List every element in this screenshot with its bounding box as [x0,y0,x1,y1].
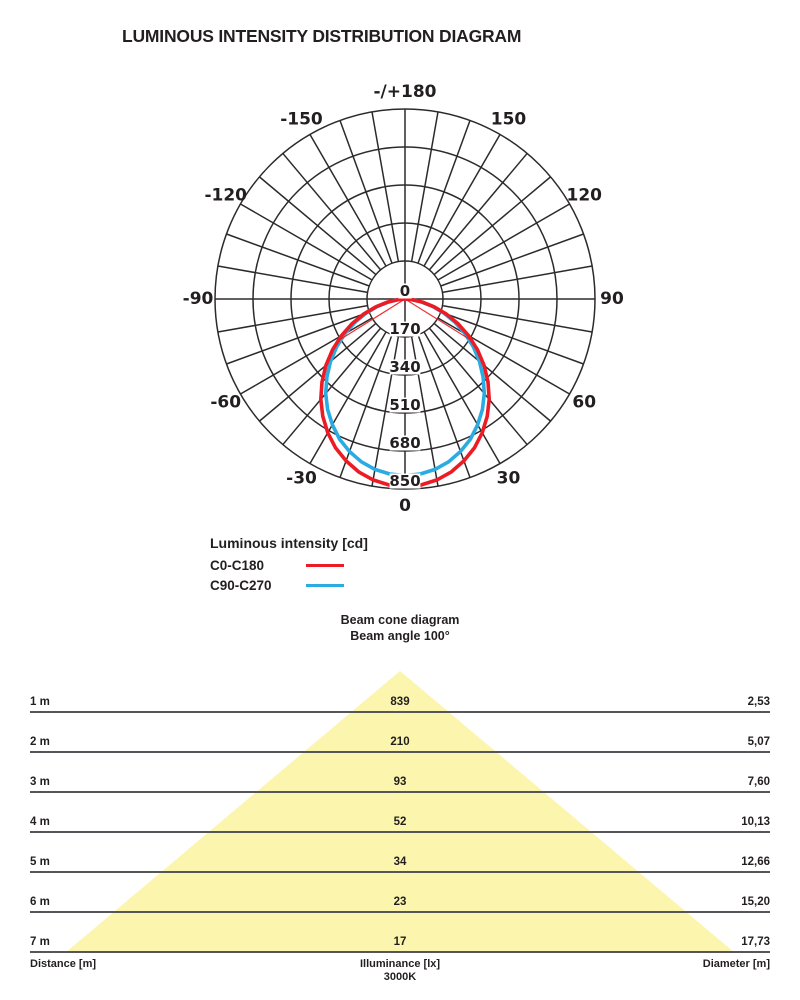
footer-illuminance-units: Illuminance [lx] [359,958,441,970]
footer-distance-label: Distance [m] [30,958,97,970]
beam-row [30,856,770,873]
beam-diameter: 5,07 [747,736,770,748]
legend-title: Luminous intensity [cd] [210,535,368,551]
polar-spoke [218,266,368,292]
footer-diameter-label: Diameter [m] [702,958,770,970]
beam-angle-subtitle: Beam angle 100° [350,629,450,644]
legend-rows [210,555,368,595]
beam-row [30,736,770,753]
footer-illuminance-label [230,958,570,984]
beam-diameter: 15,20 [741,896,770,908]
ring-label: 170 [389,320,421,338]
beam-distance: 3 m [30,776,50,788]
ring-label: 510 [389,396,421,414]
polar-spoke [441,312,584,364]
legend-item-label: C0-C180 [210,557,265,573]
angle-label: 30 [496,468,521,489]
legend-color-swatch [306,564,344,567]
beam-illuminance: 839 [390,696,410,708]
angle-label: -90 [182,289,214,309]
footer-color-temperature: 3000K [383,971,417,983]
polar-spoke [226,312,369,364]
angle-label: -150 [280,109,323,130]
angle-label: -/+180 [373,82,437,102]
polar-spoke [442,306,592,332]
polar-spoke [218,306,368,332]
beam-distance: 6 m [30,896,50,908]
beam-diameter: 10,13 [741,816,770,828]
legend-item [210,555,368,575]
beam-illuminance: 52 [393,816,407,828]
beam-table-footer [30,958,770,984]
beam-row [30,936,770,953]
legend-color-swatch [306,584,344,587]
beam-illuminance: 93 [393,776,407,788]
polar-spoke [340,120,392,263]
polar-spoke [372,112,398,262]
ring-label: 340 [389,358,421,376]
angle-label: 60 [572,392,597,413]
polar-spoke [442,266,592,292]
beam-diameter: 17,73 [741,936,770,948]
beam-diameter: 2,53 [747,696,770,708]
ring-label: 0 [399,282,411,300]
legend-item-label: C90-C270 [210,577,272,593]
polar-spoke [340,335,392,478]
polar-spoke [418,120,470,263]
beam-distance: 5 m [30,856,50,868]
polar-spoke [412,112,438,262]
beam-row [30,816,770,833]
beam-row [30,696,770,713]
beam-row [30,776,770,793]
beam-row [30,896,770,913]
angle-label: 120 [566,185,603,206]
legend-item [210,575,368,595]
angle-label: 150 [490,109,527,130]
polar-legend [210,535,368,595]
angle-label: 90 [600,289,624,309]
angle-label: 0 [399,496,411,516]
page-title: LUMINOUS INTENSITY DISTRIBUTION DIAGRAM [122,26,522,46]
beam-distance: 1 m [30,696,50,708]
beam-distance: 7 m [30,936,50,948]
beam-distance: 4 m [30,816,50,828]
beam-illuminance: 23 [393,896,407,908]
ring-label: 680 [389,434,421,452]
angle-label: -120 [204,185,248,206]
beam-diameter: 12,66 [741,856,770,868]
beam-cone-title: Beam cone diagram [340,613,460,627]
polar-spoke [441,234,584,286]
angle-label: -60 [210,392,242,413]
ring-label: 850 [389,472,421,490]
beam-cone-header [0,612,800,645]
beam-illuminance: 34 [393,856,407,868]
beam-distance: 2 m [30,736,50,748]
polar-spoke [418,335,470,478]
polar-spoke [226,234,369,286]
beam-illuminance: 210 [390,736,410,748]
beam-diameter: 7,60 [747,776,770,788]
beam-illuminance: 17 [393,936,407,948]
angle-label: -30 [286,468,317,489]
